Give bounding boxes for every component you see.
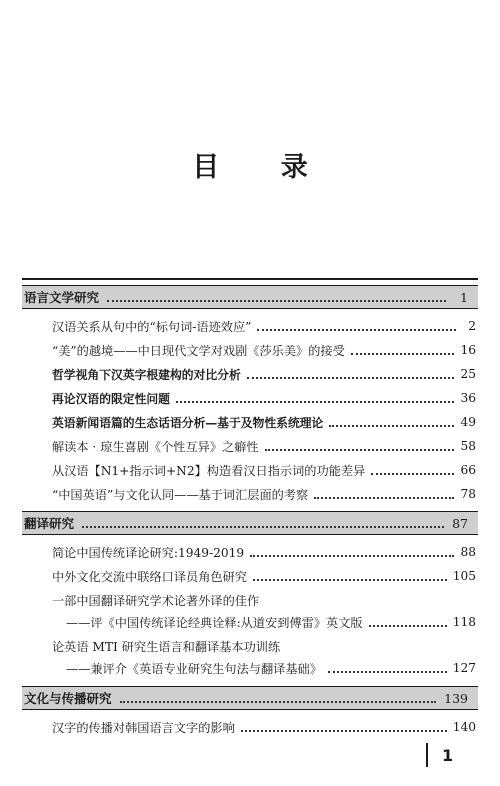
dot-leader [351, 352, 455, 355]
toc-entry-subtitle[interactable] [66, 658, 476, 678]
entry-page: 78 [460, 487, 476, 501]
toc-entry[interactable] [52, 460, 476, 480]
toc-entry[interactable] [52, 436, 476, 456]
page-number-box [426, 742, 478, 768]
toc-entry[interactable] [52, 590, 476, 610]
toc-entry[interactable] [52, 566, 476, 586]
entry-title: 再论汉语的限定性问题 [52, 391, 170, 406]
entry-page: 105 [452, 569, 476, 583]
section-page: 1 [460, 289, 468, 305]
entry-page: 49 [460, 415, 476, 429]
entry-page: 58 [460, 439, 476, 453]
entry-page: 36 [460, 391, 476, 405]
dot-leader [328, 670, 447, 673]
entry-page: 16 [460, 343, 476, 357]
entry-title: 汉字的传播对韩国语言文字的影响 [52, 720, 235, 735]
section-header-translation[interactable] [22, 511, 478, 535]
toc-entry[interactable] [52, 636, 476, 656]
entry-title: 从汉语【N1+指示词+N2】构造看汉日指示词的功能差异 [52, 463, 366, 478]
dot-leader [176, 400, 455, 403]
dot-leader [253, 578, 447, 581]
section-page: 139 [444, 690, 468, 706]
entry-page: 66 [460, 463, 476, 477]
dot-leader [241, 729, 447, 732]
entry-page: 88 [460, 545, 476, 559]
toc-title: 目 录 [192, 152, 334, 183]
dot-leader [250, 554, 454, 557]
entry-page: 140 [452, 720, 476, 734]
toc-entry[interactable] [52, 412, 476, 432]
dot-leader [371, 472, 454, 475]
toc-entry-subtitle[interactable] [66, 612, 476, 632]
section-header-language-literature[interactable] [22, 285, 478, 309]
entry-title: “中国英语”与文化认同——基于词汇层面的考察 [52, 487, 309, 502]
entry-page: 118 [452, 615, 476, 629]
entry-title: 论英语 MTI 研究生语言和翻译基本功训练 [52, 639, 281, 654]
toc-entry[interactable] [52, 484, 476, 504]
top-rule [22, 278, 478, 280]
dot-leader [329, 424, 454, 427]
section-title: 翻译研究 [24, 516, 75, 531]
entry-page: 127 [452, 661, 476, 675]
entry-title: 汉语关系从句中的“标句词-语迹效应” [52, 319, 252, 334]
dot-leader [257, 328, 456, 331]
dot-leader [265, 448, 455, 451]
entry-title: 英语新闻语篇的生态话语分析—基于及物性系统理论 [52, 415, 324, 430]
entry-title: 一部中国翻译研究学术论著外译的佳作 [52, 593, 260, 608]
section-header-culture-communication[interactable] [22, 686, 478, 710]
entry-title: 中外文化交流中联络口译员角色研究 [52, 569, 247, 584]
toc-entry[interactable] [52, 340, 476, 360]
section-title: 语言文学研究 [24, 290, 100, 305]
entry-title: ——评《中国传统译论经典诠释:从道安到傅雷》英文版 [66, 615, 363, 630]
dot-leader [369, 624, 447, 627]
section-page: 87 [452, 515, 468, 531]
dot-leader [247, 376, 455, 379]
entry-page: 25 [460, 367, 476, 381]
toc-entry[interactable] [52, 717, 476, 737]
toc-entry[interactable] [52, 388, 476, 408]
dot-leader [314, 496, 454, 499]
toc-entry[interactable] [52, 542, 476, 562]
entry-title: 简论中国传统译论研究:1949-2019 [52, 545, 245, 560]
toc-entry[interactable] [52, 316, 476, 336]
dot-leader [82, 525, 444, 528]
entry-title: 哲学视角下汉英字根建构的对比分析 [52, 367, 241, 382]
dot-leader [107, 299, 446, 302]
toc-entry[interactable] [52, 364, 476, 384]
page-number: 1 [442, 745, 454, 765]
entry-page: 2 [468, 319, 476, 333]
entry-title: ——兼评介《英语专业研究生句法与翻译基础》 [66, 661, 322, 676]
dot-leader [120, 700, 437, 703]
section-title: 文化与传播研究 [24, 691, 112, 706]
entry-title: 解读本 · 琼生喜剧《个性互异》之癖性 [52, 439, 259, 454]
entry-title: “美”的越境——中日现代文学对戏剧《莎乐美》的接受 [52, 343, 345, 358]
page-number-divider [426, 743, 428, 767]
